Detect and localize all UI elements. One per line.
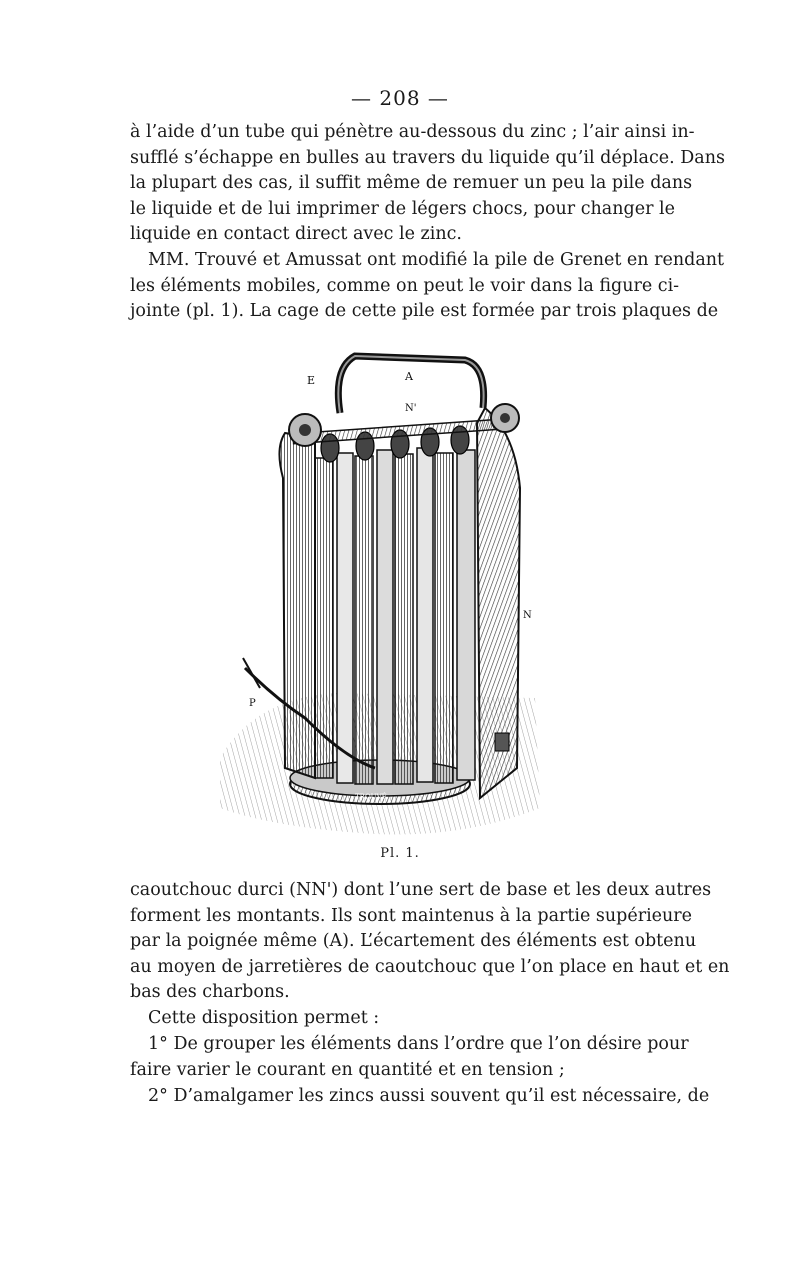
- label-e: E: [307, 374, 316, 387]
- text-line: jointe (pl. 1). La cage de cette pile est formée par trois plaques de: [130, 301, 719, 322]
- text-line: forment les montants. Ils sont maintenus à la partie supérieure: [130, 905, 693, 926]
- text-line: 1° De grouper les éléments dans l’ordre que l’on désire pour: [148, 1034, 689, 1054]
- text-line: par la poignée même (A). L’écartement des éléments est obtenu: [130, 931, 697, 952]
- paragraph-5: [130, 1032, 689, 1083]
- paragraph-2: [130, 248, 725, 325]
- text-line: caoutchouc durci (NN') dont l’une sert de base et les deux autres: [130, 880, 712, 900]
- page-number: — 208 —: [351, 86, 449, 110]
- text-line: à l’aide d’un tube qui pénètre au-dessous du zinc ; l’air ainsi in-: [130, 122, 695, 142]
- label-n-top: N': [405, 403, 417, 414]
- figure-caption: Pl. 1.: [380, 846, 420, 861]
- text-line: MM. Trouvé et Amussat ont modifié la pile de Grenet en rendant: [148, 250, 725, 270]
- label-a: A: [405, 370, 413, 383]
- text-line: bas des charbons.: [130, 982, 290, 1003]
- text-line: 2° D’amalgamer les zincs aussi souvent qu’il est nécessaire, de: [148, 1086, 710, 1106]
- text-line: les éléments mobiles, comme on peut le voir dans la figure ci-: [130, 275, 680, 296]
- battery-illustration: [215, 338, 545, 848]
- left-upright: [279, 433, 315, 778]
- paragraph-4: [130, 1006, 675, 1032]
- text-line: sufflé s’échappe en bulles au travers du liquide qu’il déplace. Dans: [130, 147, 725, 168]
- label-n-right: N: [523, 610, 532, 621]
- text-line: le liquide et de lui imprimer de légers chocs, pour changer le: [130, 198, 675, 219]
- text-line: au moyen de jarretières de caoutchouc que l’on place en haut et en: [130, 956, 730, 977]
- text-line: liquide en contact direct avec le zinc.: [130, 224, 462, 245]
- paragraph-6: [130, 1084, 710, 1110]
- paragraph-3: [130, 878, 730, 1006]
- cell-elements: [315, 448, 475, 784]
- battery-engraving: [215, 338, 545, 848]
- label-p: P: [249, 698, 256, 709]
- base-stamp: TROUVÉ: [355, 793, 387, 801]
- paragraph-1: [130, 120, 725, 248]
- text-line: la plupart des cas, il suffit même de remuer un peu la pile dans: [130, 173, 693, 194]
- text-line: Cette disposition permet :: [148, 1008, 380, 1028]
- text-line: faire varier le courant en quantité et en tension ;: [130, 1059, 565, 1080]
